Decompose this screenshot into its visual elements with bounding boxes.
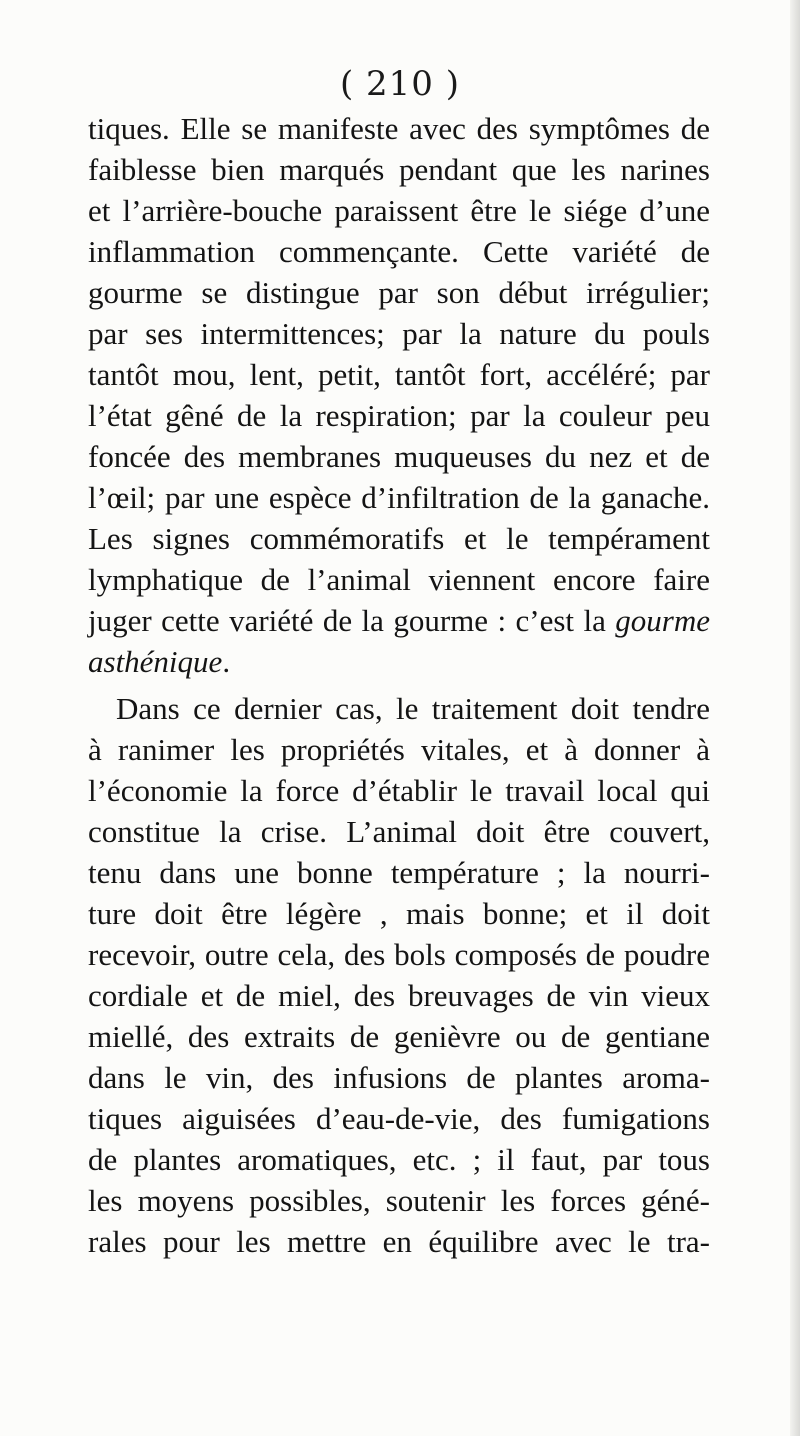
page-number: ( 210 ) <box>339 64 461 104</box>
text-line: constitue la crise. L’animal doit être couvert, <box>88 814 710 849</box>
text-span: juger cette variété de la gourme : c’est la <box>88 603 616 638</box>
text-line: tenu dans une bonne température ; la nourri- <box>88 855 710 890</box>
text-line: lymphatique de l’animal viennent encore faire <box>88 562 710 597</box>
italic-term: asthénique <box>88 644 223 679</box>
text-line: tantôt mou, lent, petit, tantôt fort, accéléré; par <box>88 357 710 392</box>
text-line: l’œil; par une espèce d’infiltration de la ganache. <box>88 480 710 515</box>
text-line: et l’arrière-bouche paraissent être le siége d’une <box>88 193 710 228</box>
text-line: Les signes commémoratifs et le tempérament <box>88 521 710 556</box>
italic-term: gourme <box>615 603 710 638</box>
text-line: les moyens possibles, soutenir les forces géné- <box>88 1183 710 1218</box>
text-line: dans le vin, des infusions de plantes aroma- <box>88 1060 710 1095</box>
text-line: foncée des membranes muqueuses du nez et de <box>88 439 710 474</box>
text-line: l’économie la force d’établir le travail local qui <box>88 773 710 808</box>
paragraph-1 <box>88 108 710 682</box>
text-line <box>88 600 710 641</box>
text-line <box>88 641 710 682</box>
text-line: tiques aiguisées d’eau-de-vie, des fumigations <box>88 1101 710 1136</box>
text-line: recevoir, outre cela, des bols composés de poudre <box>88 937 710 972</box>
text-line: rales pour les mettre en équilibre avec le tra- <box>88 1224 710 1259</box>
text-line: gourme se distingue par son début irrégulier; <box>88 275 710 310</box>
text-line: tiques. Elle se manifeste avec des symptômes de <box>88 111 710 146</box>
text-line: par ses intermittences; par la nature du pouls <box>88 316 710 351</box>
paragraph-2 <box>88 688 710 1262</box>
page-edge-shadow <box>790 0 800 1436</box>
text-line: ture doit être légère , mais bonne; et il doit <box>88 896 710 931</box>
text-line: l’état gêné de la respiration; par la couleur peu <box>88 398 710 433</box>
text-line: inflammation commençante. Cette variété de <box>88 234 710 269</box>
text-line: Dans ce dernier cas, le traitement doit tendre <box>116 691 710 726</box>
body-text <box>88 108 710 1262</box>
text-line: de plantes aromatiques, etc. ; il faut, par tous <box>88 1142 710 1177</box>
text-line: miellé, des extraits de genièvre ou de gentiane <box>88 1019 710 1054</box>
text-line: à ranimer les propriétés vitales, et à donner à <box>88 732 710 767</box>
text-line: cordiale et de miel, des breuvages de vin vieux <box>88 978 710 1013</box>
text-span: . <box>222 644 231 679</box>
text-line: faiblesse bien marqués pendant que les narines <box>88 152 710 187</box>
